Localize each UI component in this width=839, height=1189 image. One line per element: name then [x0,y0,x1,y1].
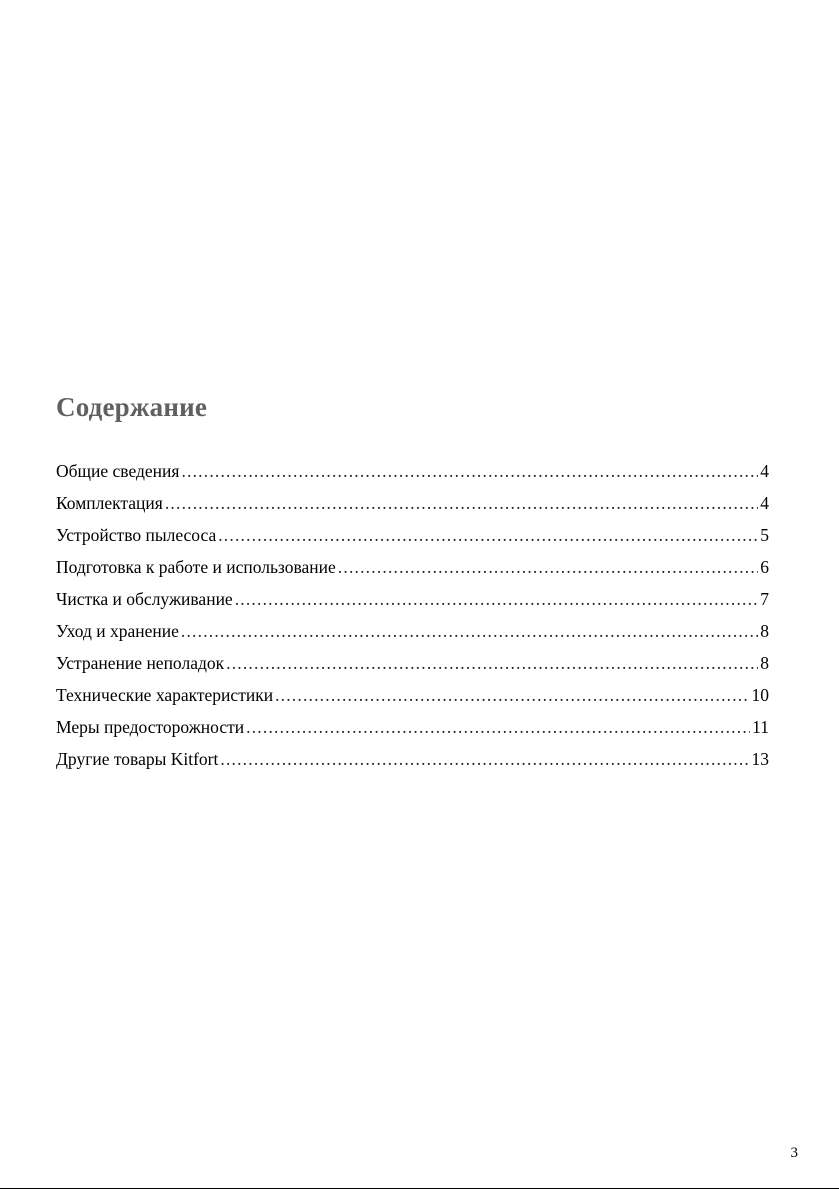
toc-dot-leader [226,652,758,674]
toc-entry-page: 13 [751,749,769,769]
toc-entry-page: 8 [760,621,769,641]
toc-entry-label: Другие товары Kitfort [56,749,219,769]
toc-entry-page: 11 [752,717,769,737]
toc-entry-page: 5 [760,525,769,545]
toc-entry-page: 8 [760,653,769,673]
toc-dot-leader [275,684,749,706]
toc-dot-leader [165,492,758,514]
toc-entry-page: 4 [760,493,769,513]
toc-entry-care-and-storage[interactable] [56,620,769,652]
toc-entry-page: 7 [760,589,769,609]
toc-entry-label: Общие сведения [56,461,180,481]
toc-entry-label: Уход и хранение [56,621,179,641]
toc-dot-leader [181,620,758,642]
toc-entry-safety-precautions[interactable] [56,716,769,748]
toc-entry-preparation-and-use[interactable] [56,556,769,588]
toc-entry-label: Подготовка к работе и использование [56,557,336,577]
toc-entry-label: Меры предосторожности [56,717,245,737]
toc-entry-other-products[interactable] [56,748,769,780]
page-number: 3 [790,1145,798,1161]
toc-dot-leader [220,748,749,770]
toc-entry-page: 6 [760,557,769,577]
toc-entry-specifications[interactable] [56,684,769,716]
toc-entry-label: Чистка и обслуживание [56,589,233,609]
toc-entry-label: Устройство пылесоса [56,525,217,545]
toc-entry-label: Технические характеристики [56,685,274,705]
toc-entry-page: 4 [760,461,769,481]
toc-heading: Содержание [56,392,208,422]
toc-entry-vacuum-design[interactable] [56,524,769,556]
toc-entry-cleaning-and-maintenance[interactable] [56,588,769,620]
toc-dot-leader [181,460,758,482]
toc-dot-leader [218,524,758,546]
toc-entry-general-info[interactable] [56,460,769,492]
toc-dot-leader [246,716,750,738]
toc-dot-leader [235,588,759,610]
toc-entry-page: 10 [751,685,769,705]
toc-entry-label: Комплектация [56,493,163,513]
toc-dot-leader [338,556,758,578]
toc-entry-troubleshooting[interactable] [56,652,769,684]
toc-entry-package-contents[interactable] [56,492,769,524]
table-of-contents [56,460,769,780]
toc-entry-label: Устранение неполадок [56,653,225,673]
